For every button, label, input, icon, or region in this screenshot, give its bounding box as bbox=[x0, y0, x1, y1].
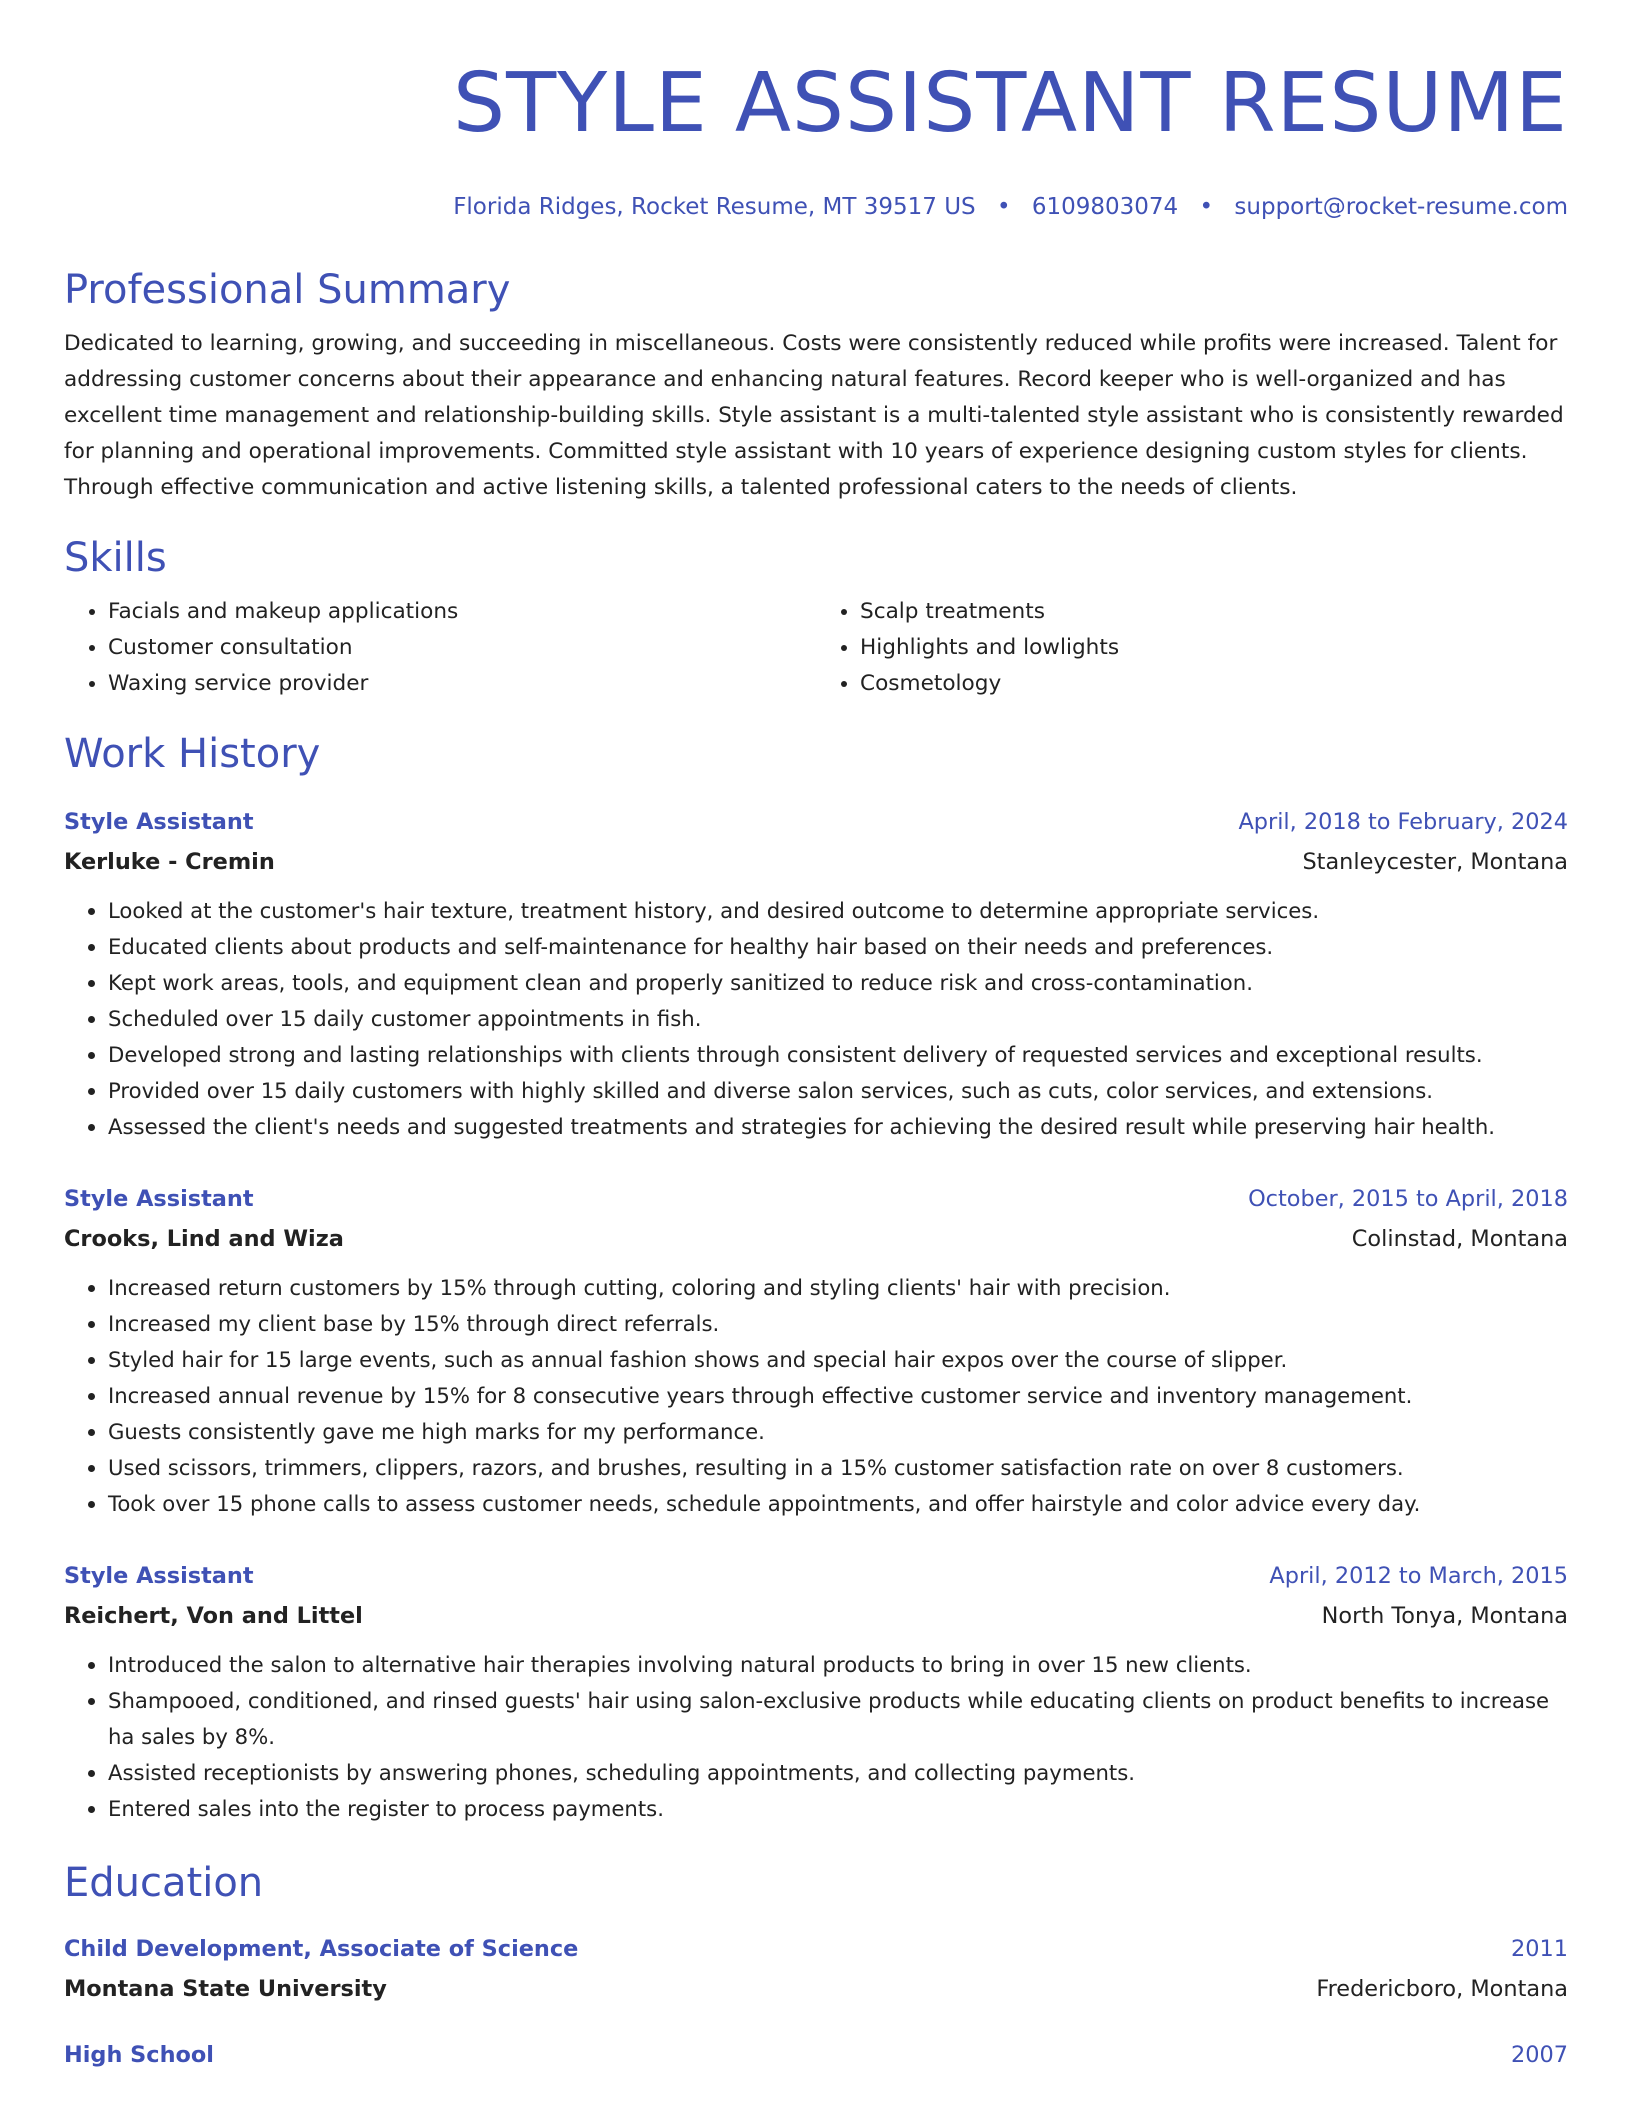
job-company: Crooks, Lind and Wiza bbox=[64, 1226, 344, 1252]
education-year: 2007 bbox=[1511, 2042, 1568, 2068]
education-degree: Child Development, Associate of Science bbox=[64, 1936, 579, 1962]
contact-separator: • bbox=[1199, 194, 1214, 220]
education-entry bbox=[64, 1929, 1568, 2009]
job-role: Style Assistant bbox=[64, 1563, 254, 1589]
skills-column-left bbox=[64, 594, 816, 702]
education-entry bbox=[64, 2035, 1568, 2075]
job-bullet: • Entered sales into the register to process payments. bbox=[108, 1791, 1568, 1827]
skills-section bbox=[64, 532, 1568, 702]
job-bullet: • Provided over 15 daily customers with highly skilled and diverse salon services, such as cuts, color services, and extensions. bbox=[108, 1073, 1568, 1109]
contact-line bbox=[64, 192, 1568, 222]
skill-item: • Highlights and lowlights bbox=[860, 630, 1568, 666]
skill-item: • Waxing service provider bbox=[108, 666, 816, 702]
resume-title: STYLE ASSISTANT RESUME bbox=[453, 56, 1568, 151]
job-bullet: • Educated clients about products and self-maintenance for healthy hair based on their needs and preferences. bbox=[108, 929, 1568, 965]
education-school-row bbox=[64, 1969, 1568, 2009]
job-bullets bbox=[64, 1270, 1568, 1522]
education-degree: High School bbox=[64, 2042, 214, 2068]
skills-columns bbox=[64, 594, 1568, 702]
skill-item: • Customer consultation bbox=[108, 630, 816, 666]
job-entry bbox=[64, 1179, 1568, 1522]
education-location: Fredericboro, Montana bbox=[1316, 1976, 1568, 2002]
contact-email: support@rocket-resume.com bbox=[1234, 194, 1568, 220]
skill-item: • Facials and makeup applications bbox=[108, 594, 816, 630]
job-bullet: • Shampooed, conditioned, and rinsed guests' hair using salon-exclusive products while educating clients on product benefits to increase ha sales by 8%. bbox=[108, 1683, 1568, 1755]
education-section bbox=[64, 1857, 1568, 2075]
job-company-row bbox=[64, 1596, 1568, 1636]
job-bullet: • Introduced the salon to alternative hair therapies involving natural products to bring in over 15 new clients. bbox=[108, 1647, 1568, 1683]
job-dates: April, 2012 to March, 2015 bbox=[1269, 1563, 1568, 1589]
summary-text: Dedicated to learning, growing, and succeeding in miscellaneous. Costs were consistently reduced while profits were increased. Talent for addressing customer concerns about their appearance and enhancing natural features. Record keeper who is well-organized and has excellent time management and relationship-building skills. Style assistant is a multi-talented style assistant who is consistently rewarded for planning and operational improvements. Committed style assistant with 10 years of experience designing custom styles for clients. Through effective communication and active listening skills, a talented professional caters to the needs of clients. bbox=[64, 331, 1564, 500]
education-year: 2011 bbox=[1511, 1936, 1568, 1962]
job-company: Kerluke - Cremin bbox=[64, 849, 275, 875]
job-location: Colinstad, Montana bbox=[1351, 1226, 1568, 1252]
section-title: Professional Summary bbox=[64, 267, 511, 313]
job-bullet: • Developed strong and lasting relationships with clients through consistent delivery of requested services and exceptional results. bbox=[108, 1037, 1568, 1073]
contact-phone: 6109803074 bbox=[1031, 194, 1179, 220]
job-bullets bbox=[64, 893, 1568, 1145]
skills-column-right bbox=[816, 594, 1568, 702]
section-title: Work History bbox=[64, 731, 321, 777]
work-history-section bbox=[64, 728, 1568, 1827]
skill-item: • Scalp treatments bbox=[860, 594, 1568, 630]
job-bullet: • Guests consistently gave me high marks for my performance. bbox=[108, 1414, 1568, 1450]
job-dates: April, 2018 to February, 2024 bbox=[1238, 809, 1568, 835]
job-header-row bbox=[64, 802, 1568, 842]
job-location: North Tonya, Montana bbox=[1321, 1603, 1568, 1629]
job-header-row bbox=[64, 1179, 1568, 1219]
professional-summary-section bbox=[64, 264, 1568, 506]
job-bullet: • Styled hair for 15 large events, such as annual fashion shows and special hair expos over the course of slipper. bbox=[108, 1342, 1568, 1378]
job-bullet: • Increased my client base by 15% through direct referrals. bbox=[108, 1306, 1568, 1342]
job-bullet: • Took over 15 phone calls to assess customer needs, schedule appointments, and offer hairstyle and color advice every day. bbox=[108, 1486, 1568, 1522]
job-header-row bbox=[64, 1556, 1568, 1596]
education-school: Montana State University bbox=[64, 1976, 387, 2002]
job-bullet: • Looked at the customer's hair texture, treatment history, and desired outcome to determine appropriate services. bbox=[108, 893, 1568, 929]
job-bullet: • Increased return customers by 15% through cutting, coloring and styling clients' hair with precision. bbox=[108, 1270, 1568, 1306]
contact-separator: • bbox=[996, 194, 1011, 220]
job-location: Stanleycester, Montana bbox=[1302, 849, 1568, 875]
job-entry bbox=[64, 802, 1568, 1145]
job-entry bbox=[64, 1556, 1568, 1827]
job-bullet: • Scheduled over 15 daily customer appointments in fish. bbox=[108, 1001, 1568, 1037]
job-company-row bbox=[64, 842, 1568, 882]
job-bullet: • Assisted receptionists by answering phones, scheduling appointments, and collecting payments. bbox=[108, 1755, 1568, 1791]
education-header-row bbox=[64, 2035, 1568, 2075]
job-dates: October, 2015 to April, 2018 bbox=[1248, 1186, 1568, 1212]
job-bullet: • Used scissors, trimmers, clippers, razors, and brushes, resulting in a 15% customer satisfaction rate on over 8 customers. bbox=[108, 1450, 1568, 1486]
job-role: Style Assistant bbox=[64, 1186, 254, 1212]
job-company-row bbox=[64, 1219, 1568, 1259]
skill-item: • Cosmetology bbox=[860, 666, 1568, 702]
contact-address: Florida Ridges, Rocket Resume, MT 39517 US bbox=[453, 194, 976, 220]
section-title: Education bbox=[64, 1860, 264, 1906]
job-bullet: • Kept work areas, tools, and equipment clean and properly sanitized to reduce risk and cross-contamination. bbox=[108, 965, 1568, 1001]
education-header-row bbox=[64, 1929, 1568, 1969]
job-role: Style Assistant bbox=[64, 809, 254, 835]
job-company: Reichert, Von and Littel bbox=[64, 1603, 363, 1629]
section-title: Skills bbox=[64, 535, 167, 581]
resume-header bbox=[64, 56, 1568, 222]
job-bullets bbox=[64, 1647, 1568, 1827]
job-bullet: • Assessed the client's needs and suggested treatments and strategies for achieving the desired result while preserving hair health. bbox=[108, 1109, 1568, 1145]
job-bullet: • Increased annual revenue by 15% for 8 consecutive years through effective customer service and inventory management. bbox=[108, 1378, 1568, 1414]
